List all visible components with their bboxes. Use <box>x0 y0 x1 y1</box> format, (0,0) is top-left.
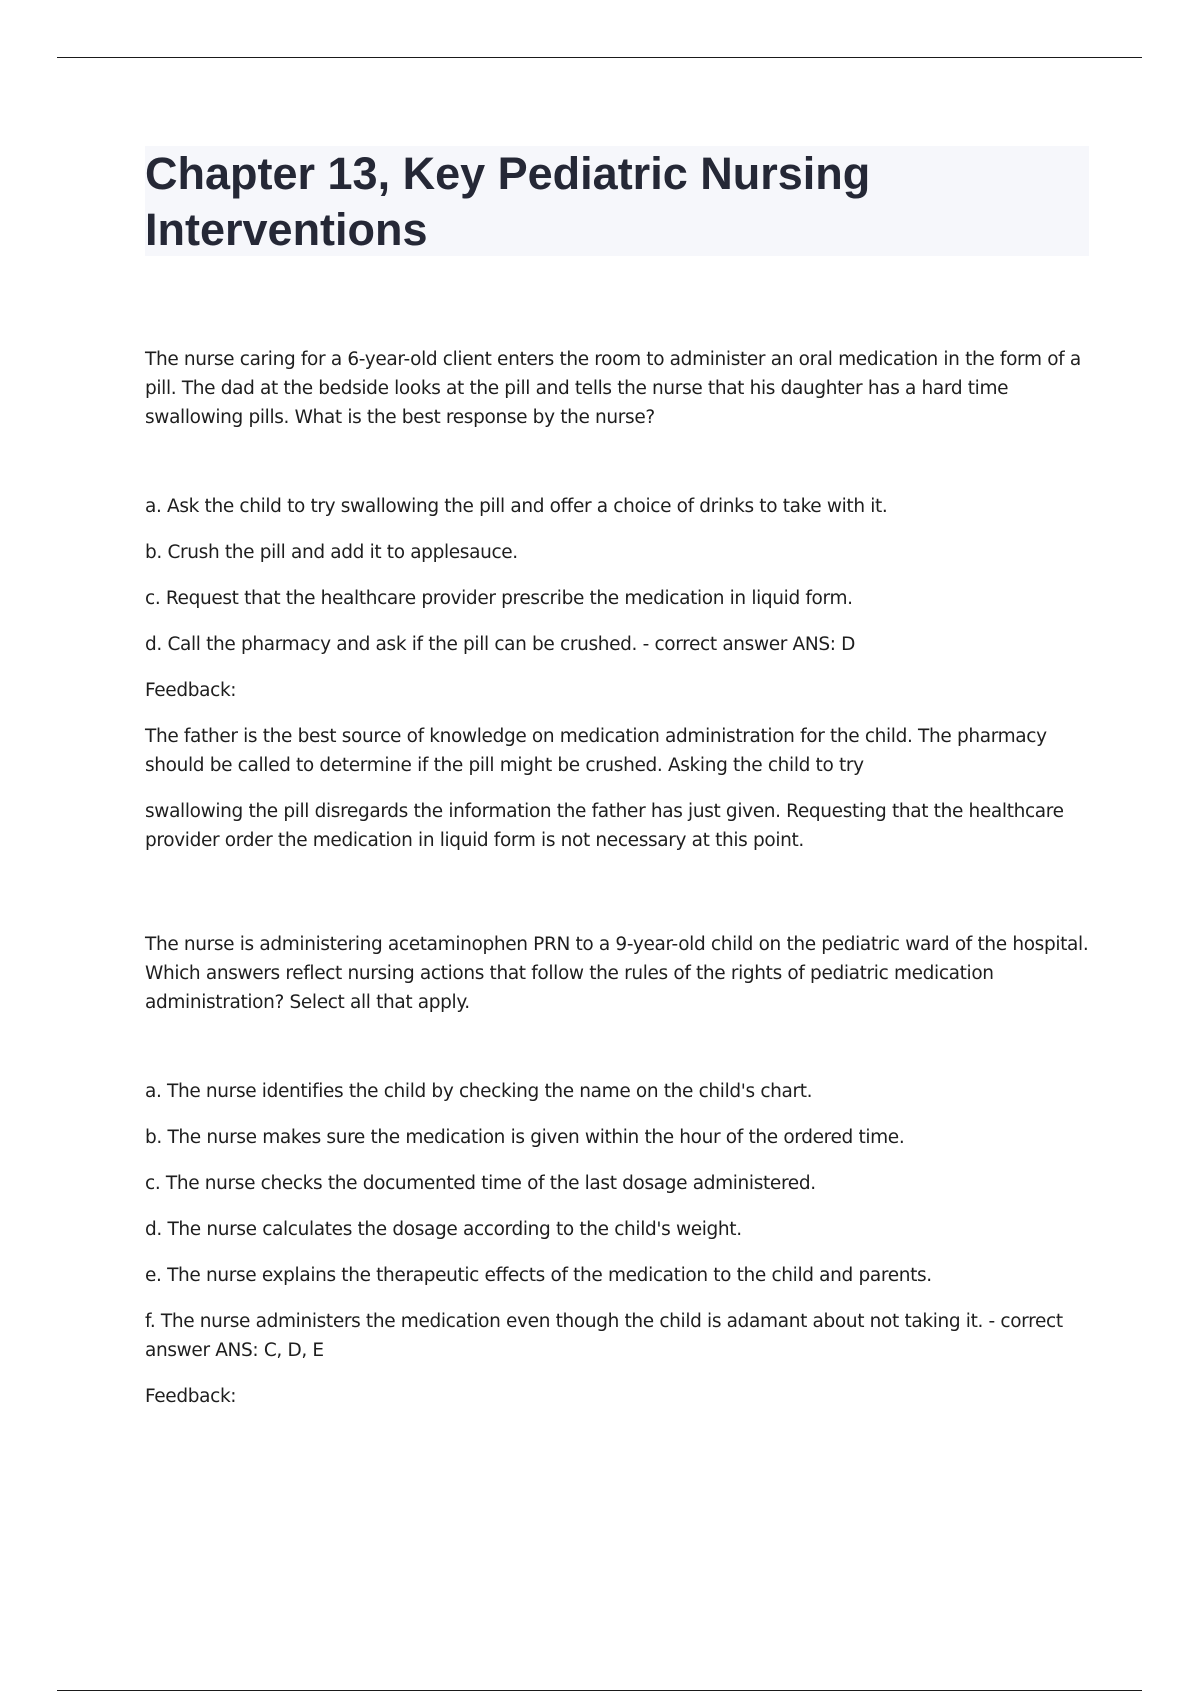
answer-option: e. The nurse explains the therapeutic effects of the medication to the child and parents. <box>145 1265 932 1286</box>
footer-rule <box>57 1690 1142 1691</box>
header-rule <box>57 57 1142 58</box>
question-block <box>145 930 1090 1411</box>
answer-option: b. The nurse makes sure the medication is given within the hour of the ordered time. <box>145 1127 905 1148</box>
answer-option-correct: d. Call the pharmacy and ask if the pill can be crushed. - correct answer ANS: D <box>145 634 856 655</box>
page-title: Chapter 13, Key Pediatric Nursing Interventions <box>145 148 871 255</box>
document-body <box>145 345 1090 1428</box>
answer-option: c. The nurse checks the documented time of the last dosage administered. <box>145 1173 816 1194</box>
spacer <box>145 432 1090 492</box>
feedback-text: The father is the best source of knowledge on medication administration for the child. The pharmacy should be called to determine if the pill might be crushed. Asking the child to try <box>145 726 1047 776</box>
feedback-label: Feedback: <box>145 680 237 701</box>
question-stem: The nurse is administering acetaminophen PRN to a 9-year-old child on the pediatric ward of the hospital. Which answers reflect nursing actions that follow the rules of the rights of pediatric medication administration? Select all that apply. <box>145 934 1089 1013</box>
feedback-text: swallowing the pill disregards the information the father has just given. Requesting that the healthcare provider order the medication in liquid form is not necessary at this point. <box>145 801 1064 851</box>
spacer <box>145 1017 1090 1077</box>
answer-option: d. The nurse calculates the dosage according to the child's weight. <box>145 1219 742 1240</box>
answer-option: a. The nurse identifies the child by checking the name on the child's chart. <box>145 1081 813 1102</box>
spacer <box>145 872 1090 930</box>
answer-option: c. Request that the healthcare provider prescribe the medication in liquid form. <box>145 588 853 609</box>
answer-option: a. Ask the child to try swallowing the pill and offer a choice of drinks to take with it. <box>145 496 888 517</box>
question-block <box>145 345 1090 855</box>
feedback-label: Feedback: <box>145 1386 237 1407</box>
title-band <box>145 146 1089 256</box>
question-stem: The nurse caring for a 6-year-old client enters the room to administer an oral medication in the form of a pill. The dad at the bedside looks at the pill and tells the nurse that his daughter has a hard time swallowing pills. What is the best response by the nurse? <box>145 349 1081 428</box>
answer-option: b. Crush the pill and add it to applesauce. <box>145 542 518 563</box>
answer-option-correct: f. The nurse administers the medication even though the child is adamant about not taking it. - correct answer ANS: C, D, E <box>145 1311 1063 1361</box>
